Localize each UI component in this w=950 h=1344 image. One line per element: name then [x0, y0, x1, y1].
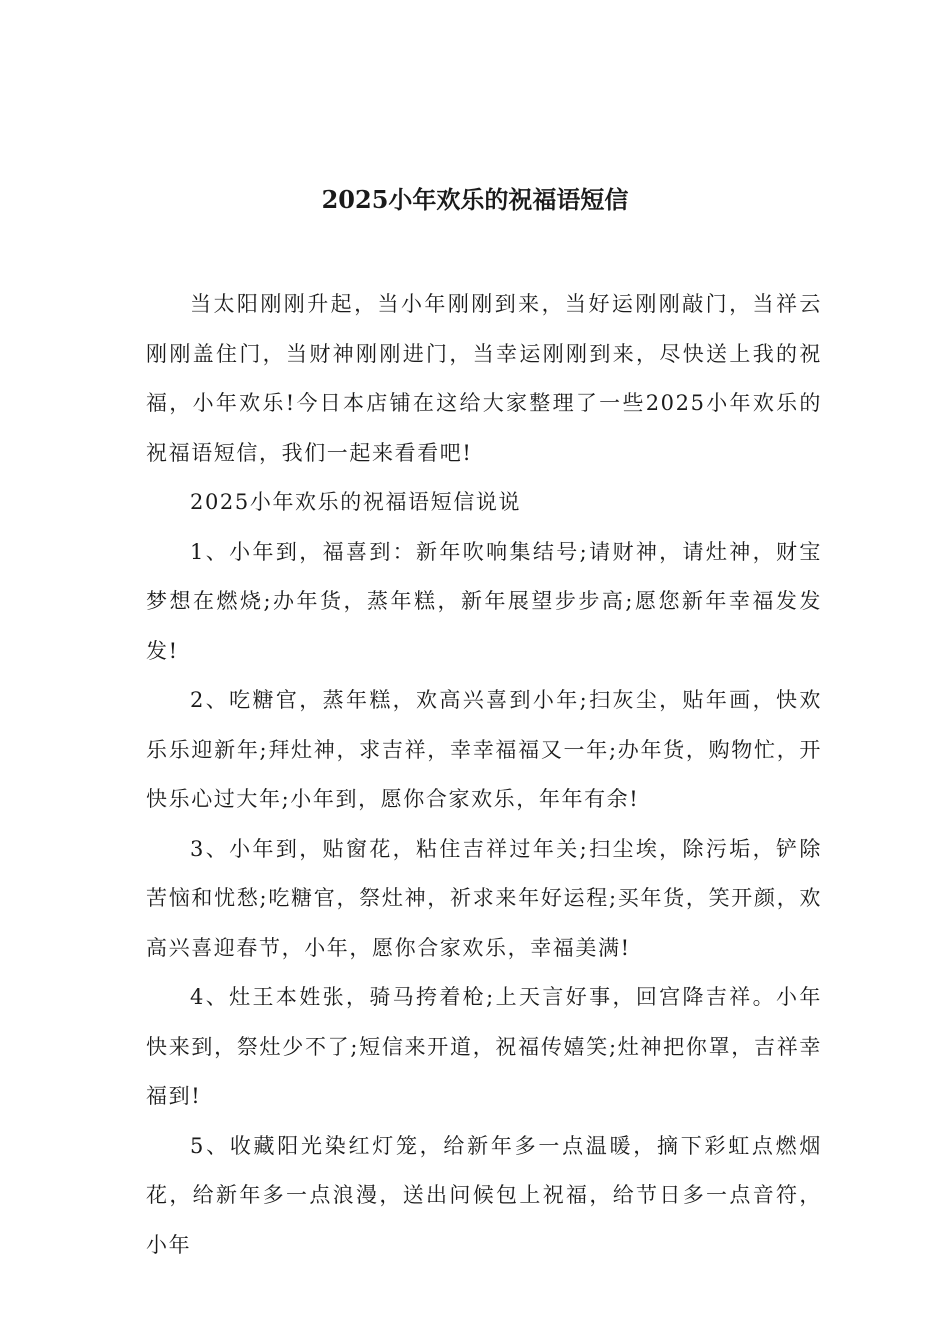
wish-paragraph-5: 5、收藏阳光染红灯笼，给新年多一点温暖，摘下彩虹点燃烟花，给新年多一点浪漫，送出问候包上祝福，给节日多一点音符，小年	[146, 1133, 822, 1257]
wish-paragraph-3: 3、小年到，贴窗花，粘住吉祥过年关;扫尘埃，除污垢，铲除苦恼和忧愁;吃糖官，祭灶神，祈求来年好运程;买年货，笑开颜，欢高兴喜迎春节，小年，愿你合家欢乐，幸福美满!	[146, 836, 822, 960]
wish-paragraph-2: 2、吃糖官，蒸年糕，欢高兴喜到小年;扫灰尘，贴年画，快欢乐乐迎新年;拜灶神，求吉祥，幸幸福福又一年;办年货，购物忙，开快乐心过大年;小年到，愿你合家欢乐，年年有余!	[146, 688, 822, 811]
wish-paragraph-1: 1、小年到，福喜到：新年吹响集结号;请财神，请灶神，财宝梦想在燃烧;办年货，蒸年糕，新年展望步步高;愿您新年幸福发发发!	[146, 539, 822, 663]
document-body	[146, 280, 822, 1270]
document-title: 2025小年欢乐的祝福语短信	[321, 185, 629, 214]
intro-paragraph: 当太阳刚刚升起，当小年刚刚到来，当好运刚刚敲门，当祥云刚刚盖住门，当财神刚刚进门，当幸运刚刚到来，尽快送上我的祝福，小年欢乐!今日本店铺在这给大家整理了一些2025小年欢乐的祝福语短信，我们一起来看看吧!	[146, 292, 822, 465]
section-heading: 2025小年欢乐的祝福语短信说说	[190, 490, 522, 514]
wish-paragraph-4: 4、灶王本姓张，骑马挎着枪;上天言好事，回宫降吉祥。小年快来到，祭灶少不了;短信来开道，祝福传嬉笑;灶神把你罩，吉祥幸福到!	[146, 985, 822, 1108]
